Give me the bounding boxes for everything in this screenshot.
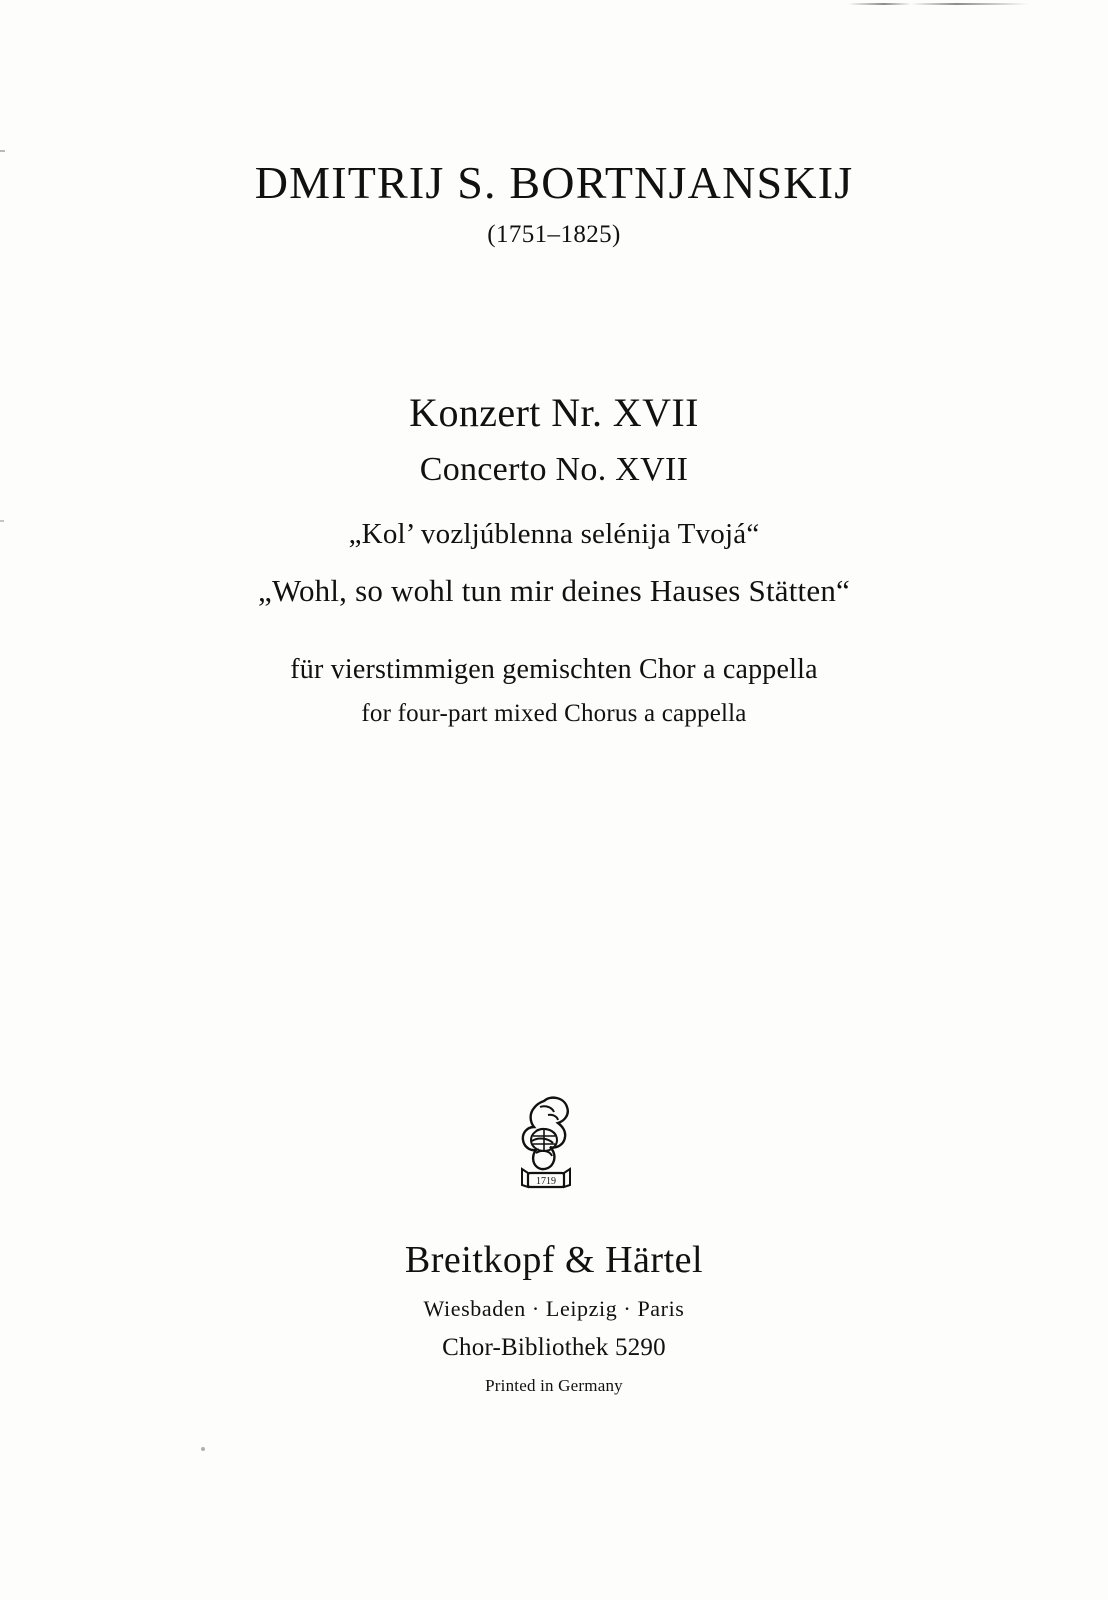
scoring-german: für vierstimmigen gemischten Chor a cappella	[290, 654, 818, 685]
composer-life-dates: (1751–1825)	[487, 221, 621, 248]
scan-artifact-left-upper	[0, 150, 5, 152]
work-title-english: Concerto No. XVII	[419, 451, 689, 488]
printed-in-notice: Printed in Germany	[485, 1376, 623, 1395]
scan-artifact-dot	[201, 1447, 205, 1451]
svg-text:1719: 1719	[536, 1176, 556, 1187]
publisher-name: Breitkopf & Härtel	[404, 1239, 704, 1281]
scan-artifact-top	[848, 3, 1028, 5]
publisher-logo-container	[0, 1093, 1108, 1203]
series-catalog-number: Chor-Bibliothek 5290	[442, 1334, 666, 1361]
work-title-german: Konzert Nr. XVII	[409, 390, 699, 435]
incipit-german-translation: „Wohl, so wohl tun mir deines Hauses Stätten“	[258, 573, 850, 608]
breitkopf-haertel-logo-icon	[514, 1093, 594, 1203]
composer-name: DMITRIJ S. BORTNJANSKIJ	[254, 157, 854, 208]
incipit-transliterated: „Kol’ vozljúblenna selénija Tvojá“	[348, 518, 760, 550]
scoring-english: for four-part mixed Chorus a cappella	[361, 700, 747, 727]
publisher-cities: Wiesbaden · Leipzig · Paris	[423, 1296, 685, 1321]
